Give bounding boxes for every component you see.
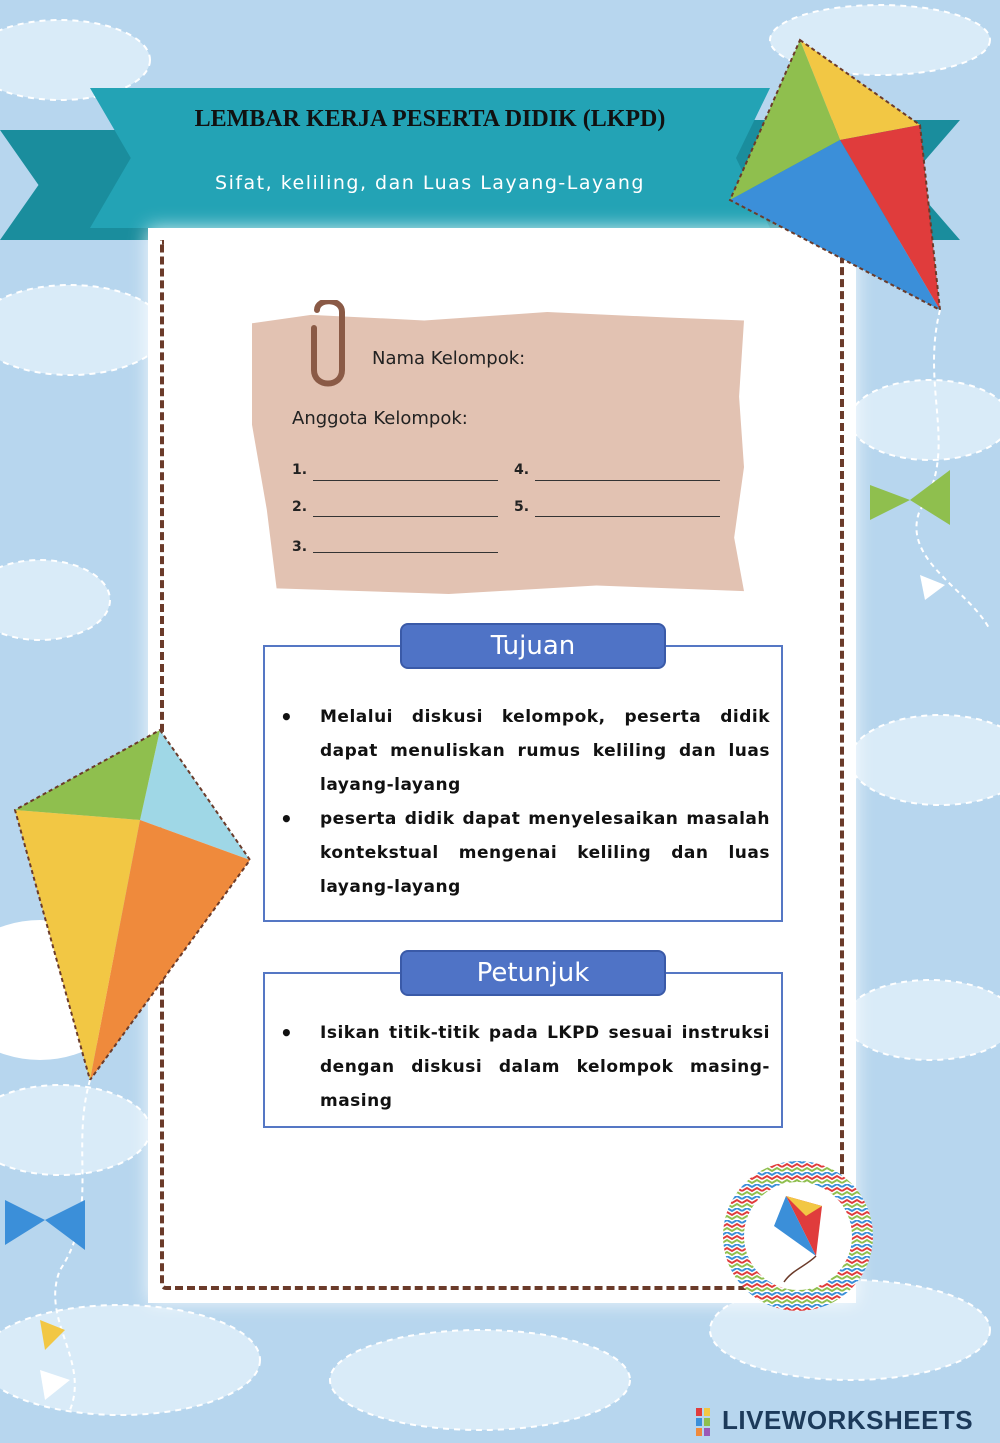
- group-members-label: Anggota Kelompok:: [292, 408, 468, 429]
- petunjuk-list: [280, 1016, 770, 1118]
- tujuan-title: Tujuan: [400, 623, 666, 669]
- member-5-line[interactable]: [535, 516, 720, 517]
- paperclip-icon: [302, 300, 352, 390]
- kite-top-right-icon: [720, 30, 1000, 650]
- watermark: LIVEWORKSHEETS: [722, 1405, 974, 1435]
- member-1-label: 1.: [292, 462, 308, 478]
- tujuan-item-2: • peserta didik dapat menyelesaikan masalah kontekstual mengenai keliling dan luas layang-layang: [280, 802, 770, 904]
- kite-left-icon: [0, 710, 270, 1430]
- member-4-line[interactable]: [535, 480, 720, 481]
- liveworksheets-logo-icon: [696, 1408, 718, 1436]
- tujuan-list: [280, 700, 770, 904]
- member-3-label: 3.: [292, 539, 308, 555]
- tujuan-item-1: • Melalui diskusi kelompok, peserta didik dapat menuliskan rumus keliling dan luas layang-layang: [280, 700, 770, 802]
- member-2-line[interactable]: [313, 516, 498, 517]
- page-title: LEMBAR KERJA PESERTA DIDIK (LKPD): [194, 106, 666, 132]
- petunjuk-item-1: • Isikan titik-titik pada LKPD sesuai instruksi dengan diskusi dalam kelompok masing-masing: [280, 1016, 770, 1118]
- member-5-label: 5.: [514, 499, 530, 515]
- member-1-line[interactable]: [313, 480, 498, 481]
- member-4-label: 4.: [514, 462, 530, 478]
- kite-badge-icon: [722, 1160, 874, 1312]
- group-name-label: Nama Kelompok:: [372, 348, 526, 369]
- member-3-line[interactable]: [313, 552, 498, 553]
- petunjuk-title: Petunjuk: [400, 950, 666, 996]
- member-2-label: 2.: [292, 499, 308, 515]
- page-subtitle: Sifat, keliling, dan Luas Layang-Layang: [215, 172, 645, 194]
